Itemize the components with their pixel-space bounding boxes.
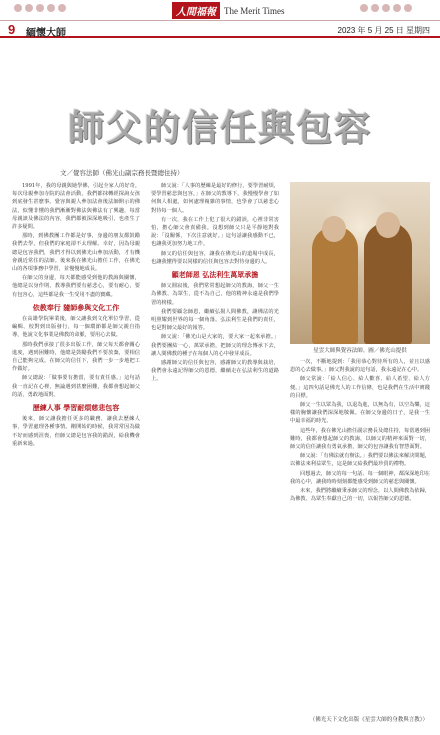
paragraph: 在師父的身邊，每天都能感受到他的教誨與關懷，他總是以身作則，教導我們要有慈悲心，要有耐心，要有包容心，這些都是我一生受用不盡的寶藏。	[12, 275, 140, 298]
column-2	[151, 182, 279, 722]
article-title: 師父的信任與包容	[67, 108, 372, 149]
paragraph: 師父說：「佛光山是大家的，要大家一起來承擔。」我們要團結一心，萬眾承擔，把師父的理念傳承下去，讓人間佛教的種子在每個人的心中發芽成長。	[151, 334, 279, 357]
dateline: 2023 年 5 月 25 日 星期四	[337, 26, 430, 35]
paragraph: 師父一生以眾為我，以退為進，以無為有，以空為樂，這樣的胸懷讓我們深深地敬佩。在師父身邊的日子，是我一生中最幸福的時光。	[290, 402, 430, 425]
masthead-decoration	[14, 4, 66, 14]
subhead: 歷練人事 學習耐煩慈悲包容	[32, 404, 120, 413]
paragraph: 師父圓寂後，我們常常想起師父的教誨，師父一生為佛教、為眾生，從不為自己，他的精神永遠是我們學習的榜樣。	[151, 283, 279, 306]
paragraph: 我們要顧念師恩，繼續弘揚人間佛教，讓佛法的光明照耀到世界的每一個角落。弘法利生是我們的責任，也是對師父最好的報答。	[151, 308, 279, 332]
paragraph: 一次，不斷地提到：「我用恭心對待所有的人，並且以感恩的心去做事。」師父對我說的這句話，我永遠記在心中。	[290, 359, 430, 374]
article-byline: 文／覺容法師（佛光山副宗務長暨總住持）	[60, 169, 184, 177]
photo-head-right	[376, 212, 400, 238]
masthead-name: 人間福報	[172, 2, 220, 19]
paragraph: 有一次，我在工作上犯了很大的錯誤，心裡非常害怕，擔心師父會責備我。沒想到師父只是平靜地對我說：「沒關係，下次注意就好。」這句話讓我感動不已，也讓我更加努力地工作。	[151, 216, 279, 248]
paragraph: 回想過去，師父的每一句話、每一個眼神，都深深地印在我的心中，讓我時時刻刻都能感受到師父的慈悲與關懷。	[290, 470, 430, 485]
paragraph: 後來，師父讓我擔任更多的職務，讓我去歷練人事，學習處理各種事情。剛開始的時候，我常常因為做不好而感到沮喪，但師父總是包容我的錯誤，給我機會重新來過。	[12, 416, 140, 447]
photo-head-left	[322, 216, 346, 242]
masthead-bar	[0, 0, 440, 21]
article-footer: （佛光天下文化出版《星雲大師的身教與言教》）	[309, 717, 428, 723]
paragraph: 那時我們承接了很多出版工作，師父每天都會關心進度，遇到困難時，他總是鼓勵我們不要放棄，要相信自己能夠完成。在師父的信任下，我們一步一步地把工作做好。	[12, 341, 140, 373]
article-body	[12, 182, 430, 722]
paragraph: 師父常說：「給人信心、給人歡喜、給人希望、給人方便。」這四句話是佛光人的工作信條，也是我們在生活中實踐的目標。	[290, 376, 430, 399]
masthead-logo	[172, 2, 285, 19]
paragraph: 師父說：「有佛法就有辦法。」我們要以佛法來解決問題，以佛法來利益眾生，這是師父給我們最珍貴的禮物。	[290, 453, 430, 468]
paragraph: 師父的信任與包容，讓我在佛光山的道場中成長，也讓我懂得要以同樣的信任與包容去對待身邊的人。	[151, 250, 279, 265]
paragraph: 這些年，我在佛光山擔任副宗務長及總住持，每當遇到困難時，我都會想起師父的教誨，以師父的精神來面對一切，師父的信任讓我有勇氣承擔，師父的包容讓我有智慧面對。	[290, 427, 430, 451]
section-name: 緬懷大師	[26, 28, 66, 39]
photo-figure-left	[312, 226, 358, 344]
photo-caption: 星雲大師與覺容法師。圖／佛光山提供	[313, 348, 407, 354]
paragraph: 感謝師父的信任與包容，感謝師父的教導與栽培，我們會永遠記得師父的恩德，繼續走在弘法利生的道路上。	[151, 360, 279, 383]
article-photo	[290, 182, 430, 344]
column-3	[290, 358, 430, 722]
masthead-decoration-right	[360, 4, 412, 14]
page-number: 9	[8, 22, 16, 37]
paragraph: 那時，到佛教團工作都是好事，身邊的朋友都鼓勵我們去學，但我們的家庭卻不太理解。幸好，因為母親總是包容我們，我們才得以到佛光山參加活動，才有機會親近常住的法師。後來我在佛光山擔任工作，在佛光山的各項事務中學習，並慢慢地成長。	[12, 233, 140, 273]
paragraph: 師父說：「人事的歷練是最好的修行，要學習耐煩，要學習慈悲與包容。」在師父的教導下，我慢慢學會了如何與人相處，如何處理複雜的事情，也學會了以慈悲心對待每一個人。	[151, 183, 279, 214]
paragraph: 1991年，我的母親與她學佛，引起全家人的好奇。每次母親參加寺院的法會活動，我們都抹轉經探詢女孩到底發生甚麼事。覺容與親人參加法會後法師開示的佛法，似懂非懂的我們漸漸對佛法與佛法有了興趣，每當母親談及佛法的內容，我們都被深深地吸引，也產生了許多疑問。	[12, 183, 140, 231]
subhead: 依教奉行 隨師參與文化工作	[32, 303, 120, 312]
column-1	[12, 182, 140, 722]
paragraph: 在高雄學院畢業後，師父讓我到文化單位學習，從編輯、校對到出版發行，每一個環節都是師父親自指導，他說文化事業是佛教的命脈，要用心去做。	[12, 316, 140, 339]
photo-figure-right	[364, 222, 412, 344]
subhead: 顧老師恩 弘法利生萬眾承擔	[171, 271, 259, 280]
paragraph: 師父總說：「做事要有擔當，要有責任感。」這句話我一直記在心裡，無論遇到甚麼困難，我都會想起師父的話，勇敢地面對。	[12, 375, 140, 398]
masthead-english: The Merit Times	[224, 5, 285, 16]
paragraph: 未來，我們將繼續秉承師父的理念，以人間佛教為依歸，為佛教、為眾生奉獻自己的一切，以報答師父的恩德。	[290, 488, 430, 503]
